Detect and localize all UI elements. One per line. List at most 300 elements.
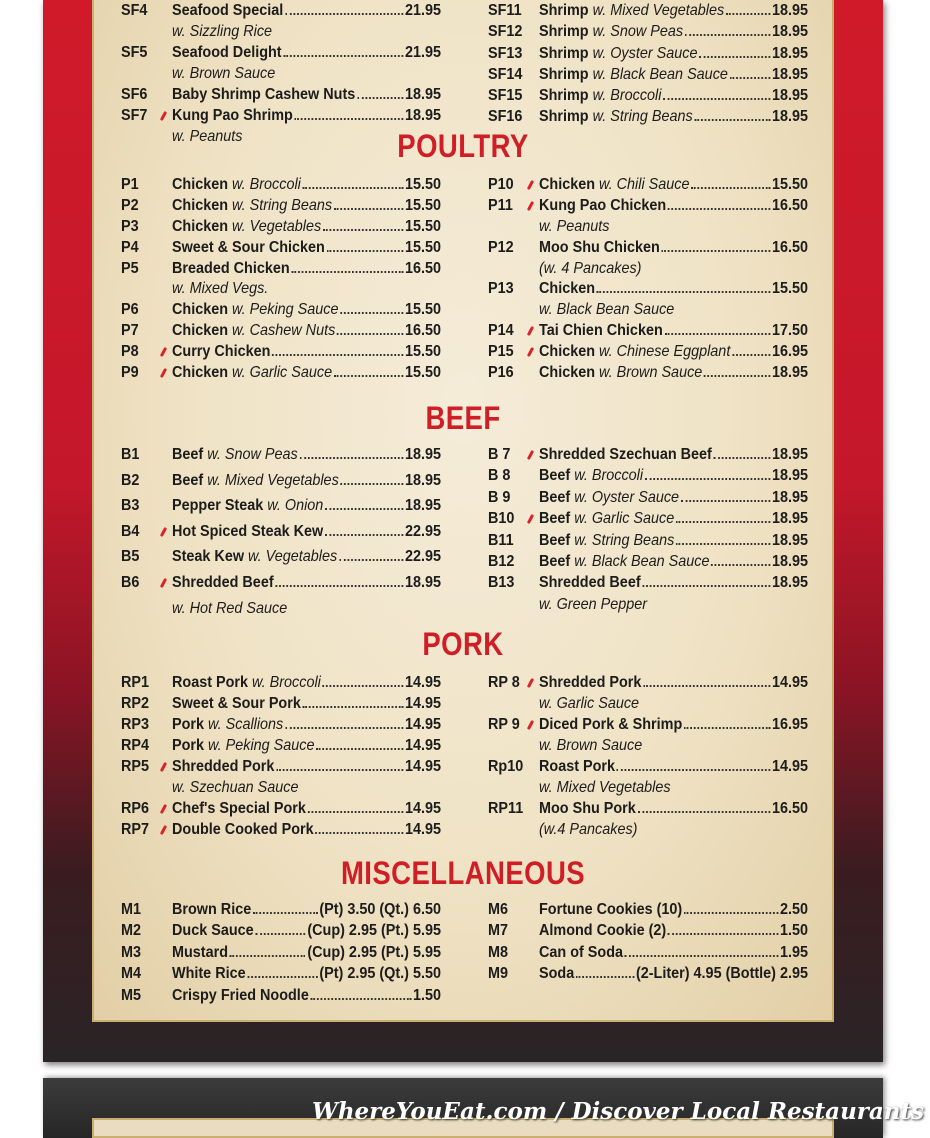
menu-item — [488, 174, 808, 195]
menu-item — [121, 714, 441, 735]
item-description: w. Mixed Vegetables — [207, 471, 339, 489]
item-price: 14.95 — [404, 821, 441, 838]
item-price: 15.50 — [404, 364, 441, 382]
item-line — [172, 521, 441, 542]
item-subtitle: w. Hot Red Sauce — [172, 599, 288, 617]
item-line — [539, 362, 808, 383]
item-name: Shredded Pork — [172, 758, 275, 775]
item-description: w. Vegetables — [248, 548, 338, 566]
poultry-left-column — [121, 174, 441, 383]
dot-leader — [230, 955, 306, 957]
dot-leader — [668, 933, 778, 935]
item-name: Shrimp — [539, 108, 589, 126]
item-price: 15.50 — [404, 217, 441, 235]
item-name: Roast Pork — [172, 674, 249, 691]
item-price: 18.95 — [771, 65, 808, 83]
menu-item-subline — [121, 21, 441, 42]
item-line — [539, 798, 808, 819]
menu-item — [121, 963, 441, 984]
hot-pepper-icon — [160, 804, 167, 814]
item-code: RP3 — [121, 716, 150, 733]
dot-leader — [325, 508, 403, 510]
pork-right-column — [488, 672, 808, 840]
menu-item — [488, 756, 808, 777]
item-description: w. Peking Sauce — [208, 737, 315, 754]
menu-item-subline — [488, 777, 808, 798]
item-price: 2.50 — [779, 901, 808, 918]
dot-leader — [276, 769, 403, 771]
item-size-prices: (Pt) 3.50 (Qt.) 6.50 — [319, 901, 441, 918]
item-code: RP4 — [121, 737, 150, 754]
item-name: Kung Pao Shrimp — [172, 107, 293, 124]
item-code: P9 — [121, 364, 139, 382]
item-code: P16 — [488, 364, 514, 382]
dot-leader — [663, 98, 770, 100]
item-code: B2 — [121, 471, 140, 489]
item-name: Shredded Beef — [539, 574, 641, 592]
menu-item-subline — [488, 693, 808, 714]
item-price: 18.95 — [404, 86, 441, 103]
menu-item-subline — [121, 598, 441, 624]
menu-item — [488, 487, 808, 508]
item-name: Moo Shu Chicken — [539, 238, 660, 256]
item-name: Beef — [539, 510, 571, 528]
item-name: Beef — [172, 471, 204, 489]
menu-item — [121, 756, 441, 777]
item-price: 16.50 — [404, 259, 441, 277]
item-name: Shredded Beef — [172, 573, 274, 591]
item-description: w. String Beans — [574, 531, 675, 549]
item-line — [172, 735, 441, 756]
item-name: Can of Soda — [539, 943, 624, 961]
menu-item — [121, 819, 441, 840]
dot-leader — [340, 312, 403, 314]
item-name: Seafood Delight — [172, 44, 282, 61]
dot-leader — [681, 500, 770, 502]
item-size-prices: (Cup) 2.95 (Pt.) 5.95 — [307, 922, 441, 940]
item-line — [539, 508, 808, 529]
item-code: B 8 — [488, 467, 511, 485]
item-price: 15.50 — [404, 196, 441, 214]
menu-item — [488, 64, 808, 85]
item-code: M9 — [488, 965, 509, 983]
item-price: 16.50 — [771, 238, 808, 256]
item-line — [539, 106, 808, 127]
item-line — [539, 756, 808, 777]
item-code: SF13 — [488, 44, 523, 62]
item-name: White Rice — [172, 965, 246, 983]
item-description: w. Brown Sauce — [599, 364, 703, 382]
dot-leader — [323, 229, 403, 231]
dot-leader — [303, 187, 403, 189]
item-description: w. Black Bean Sauce — [574, 552, 710, 570]
item-line — [539, 942, 808, 963]
item-code: B13 — [488, 574, 515, 592]
item-line — [172, 693, 441, 714]
menu-item — [488, 942, 808, 963]
menu-item — [121, 735, 441, 756]
hot-pepper-icon — [160, 347, 167, 357]
item-line — [172, 42, 441, 63]
dot-leader — [285, 13, 403, 15]
item-code: RP 9 — [488, 716, 520, 733]
item-price: 18.95 — [771, 87, 808, 105]
item-description: w. Black Bean Sauce — [592, 65, 728, 83]
dot-leader — [638, 811, 771, 813]
item-price: 16.50 — [771, 196, 808, 214]
hot-pepper-icon — [160, 368, 167, 378]
item-name: Shredded Szechuan Beef — [539, 446, 712, 463]
item-description: w. Oyster Sauce — [592, 44, 698, 62]
dot-leader — [684, 727, 770, 729]
item-code: M7 — [488, 922, 509, 940]
item-name: Pork — [172, 716, 205, 733]
item-line — [539, 341, 808, 362]
dot-leader — [576, 976, 634, 978]
dot-leader — [625, 955, 778, 957]
menu-item — [121, 444, 441, 470]
item-subtitle: w. Peanuts — [172, 128, 243, 145]
item-price: 16.95 — [771, 343, 808, 361]
item-code: SF7 — [121, 107, 148, 124]
item-code: P1 — [121, 176, 139, 193]
item-price: 18.95 — [404, 573, 441, 591]
item-price: 14.95 — [404, 674, 441, 691]
item-line — [172, 714, 441, 735]
item-price: 18.95 — [404, 107, 441, 124]
menu-item — [121, 258, 441, 279]
item-line — [172, 299, 441, 320]
item-name: Double Cooked Pork — [172, 821, 314, 838]
item-code: M5 — [121, 986, 142, 1004]
dot-leader — [311, 998, 412, 1000]
item-code: RP 8 — [488, 674, 520, 691]
dot-leader — [714, 457, 771, 459]
item-price: 18.95 — [771, 467, 808, 485]
item-code: P10 — [488, 176, 514, 193]
item-name: Shredded Pork — [539, 674, 642, 691]
item-code: P2 — [121, 196, 139, 214]
item-price: 18.95 — [771, 108, 808, 126]
item-description: w. Broccoli — [574, 467, 644, 485]
menu-item — [121, 798, 441, 819]
menu-item — [121, 320, 441, 341]
item-description: w. Broccoli — [252, 674, 321, 691]
item-line — [172, 195, 441, 216]
item-code: B5 — [121, 548, 140, 566]
item-name: Chicken — [539, 364, 596, 382]
menu-item — [121, 942, 441, 963]
item-line — [539, 714, 808, 735]
item-description: w. String Beans — [592, 108, 693, 126]
item-price: 21.95 — [404, 2, 441, 19]
menu-item — [121, 195, 441, 216]
menu-item — [121, 495, 441, 521]
item-code: B3 — [121, 497, 140, 515]
seafood-left-column — [121, 0, 441, 147]
item-name: Crispy Fried Noodle — [172, 986, 309, 1004]
item-line — [172, 0, 441, 21]
item-name: Baby Shrimp Cashew Nuts — [172, 86, 356, 103]
menu-item — [121, 237, 441, 258]
item-code: B 7 — [488, 446, 511, 463]
item-line — [172, 572, 441, 593]
menu-item — [488, 444, 808, 465]
dot-leader — [285, 727, 403, 729]
item-line — [539, 237, 808, 258]
item-price: 1.50 — [412, 986, 441, 1004]
section-title-misc: MISCELLANEOUS — [340, 855, 586, 891]
misc-left-column — [121, 899, 441, 1006]
menu-item-subline — [488, 216, 808, 237]
menu-item — [121, 299, 441, 320]
item-description: w. Oyster Sauce — [574, 488, 680, 506]
item-subtitle: (w. 4 Pancakes) — [539, 259, 642, 277]
hot-pepper-icon — [160, 111, 167, 121]
dot-leader — [694, 119, 770, 121]
item-price: 18.95 — [771, 364, 808, 382]
item-line — [539, 899, 808, 920]
item-description: w. Broccoli — [232, 176, 301, 193]
menu-item-subline — [488, 735, 808, 756]
item-line — [539, 487, 808, 508]
item-line — [172, 942, 441, 963]
item-subtitle: w. Mixed Vegs. — [172, 280, 269, 298]
dot-leader — [275, 585, 403, 587]
item-code: B10 — [488, 510, 515, 528]
item-line — [539, 174, 808, 195]
menu-item-subline — [121, 777, 441, 798]
item-code: M1 — [121, 901, 142, 918]
dot-leader — [691, 187, 770, 189]
menu-item — [488, 551, 808, 572]
menu-item — [121, 899, 441, 920]
item-price: 14.95 — [404, 737, 441, 754]
item-description: w. Broccoli — [592, 87, 662, 105]
beef-right-column — [488, 444, 808, 615]
item-code: B 9 — [488, 488, 511, 506]
item-name: Diced Pork & Shrimp — [539, 716, 683, 733]
item-name: Chicken — [539, 280, 596, 298]
item-name: Chicken — [172, 301, 229, 319]
menu-item — [121, 84, 441, 105]
item-name: Curry Chicken — [172, 343, 271, 361]
item-subtitle: w. Peanuts — [539, 217, 610, 235]
dot-leader — [676, 543, 770, 545]
item-code: M8 — [488, 943, 509, 961]
item-name: Chicken — [172, 176, 229, 193]
item-code: M4 — [121, 965, 142, 983]
item-price: 22.95 — [404, 548, 441, 566]
item-name: Shrimp — [539, 44, 589, 62]
menu-item — [121, 174, 441, 195]
item-line — [172, 237, 441, 258]
dot-leader — [337, 333, 403, 335]
menu-item — [121, 546, 441, 572]
item-line — [172, 258, 441, 279]
menu-item — [121, 362, 441, 383]
item-code: SF4 — [121, 2, 148, 19]
item-name: Pepper Steak — [172, 497, 264, 515]
hot-pepper-icon — [527, 326, 534, 336]
item-name: Fortune Cookies (10) — [539, 901, 683, 918]
hot-pepper-icon — [160, 762, 167, 772]
item-line — [539, 278, 808, 299]
item-price: 18.95 — [404, 471, 441, 489]
dot-leader — [597, 291, 770, 293]
item-code: B6 — [121, 573, 140, 591]
item-price: 16.50 — [404, 322, 441, 340]
hot-pepper-icon — [160, 527, 167, 537]
menu-item — [121, 105, 441, 126]
item-name: Chicken — [172, 217, 229, 235]
item-name: Roast Pork — [539, 758, 616, 775]
item-name: Duck Sauce — [172, 922, 254, 940]
item-price: 14.95 — [404, 758, 441, 775]
item-subtitle: w. Mixed Vegetables — [539, 779, 671, 796]
item-description: w. Garlic Sauce — [574, 510, 675, 528]
dot-leader — [676, 521, 770, 523]
item-line — [172, 672, 441, 693]
item-code: RP7 — [121, 821, 150, 838]
item-price: 15.50 — [404, 238, 441, 256]
item-line — [172, 320, 441, 341]
item-line — [172, 798, 441, 819]
menu-item — [488, 362, 808, 383]
item-code: P3 — [121, 217, 139, 235]
pork-left-column — [121, 672, 441, 840]
dot-leader — [668, 208, 770, 210]
menu-item — [488, 899, 808, 920]
item-name: Soda — [539, 965, 575, 983]
item-code: RP2 — [121, 695, 150, 712]
item-subtitle: w. Garlic Sauce — [539, 695, 640, 712]
hot-pepper-icon — [527, 180, 534, 190]
dot-leader — [316, 748, 403, 750]
item-line — [539, 551, 808, 572]
item-description: w. String Beans — [232, 196, 333, 214]
menu-item-subline — [488, 299, 808, 320]
item-code: B12 — [488, 552, 515, 570]
item-price: 17.50 — [771, 322, 808, 340]
item-name: Breaded Chicken — [172, 259, 290, 277]
item-description: w. Mixed Vegetables — [592, 2, 725, 19]
item-code: P14 — [488, 322, 514, 340]
item-line — [172, 105, 441, 126]
item-code: RP1 — [121, 674, 150, 691]
menu-item — [121, 920, 441, 941]
item-price: 14.95 — [771, 758, 808, 775]
item-price: 18.95 — [771, 2, 808, 19]
dot-leader — [617, 769, 770, 771]
dot-leader — [253, 912, 318, 914]
dot-leader — [308, 811, 403, 813]
dot-leader — [247, 976, 317, 978]
menu-item — [488, 798, 808, 819]
seafood-right-column — [488, 0, 808, 128]
item-line — [539, 0, 808, 21]
menu-item — [121, 572, 441, 598]
item-code: SF11 — [488, 2, 522, 19]
item-price: 14.95 — [404, 716, 441, 733]
item-line — [172, 444, 441, 465]
menu-item — [488, 672, 808, 693]
menu-item — [488, 43, 808, 64]
menu-item — [488, 21, 808, 42]
item-code: P13 — [488, 280, 514, 298]
menu-item — [121, 0, 441, 21]
item-code: P15 — [488, 343, 514, 361]
dot-leader — [323, 685, 403, 687]
item-description: w. Vegetables — [232, 217, 322, 235]
item-name: Almond Cookie (2) — [539, 922, 667, 940]
item-price: 18.95 — [771, 574, 808, 592]
menu-item — [488, 963, 808, 984]
menu-item — [121, 693, 441, 714]
item-name: Shrimp — [539, 87, 589, 105]
item-name: Shrimp — [539, 65, 589, 83]
hot-pepper-icon — [527, 347, 534, 357]
poultry-right-column — [488, 174, 808, 383]
item-line — [172, 920, 441, 941]
item-line — [172, 362, 441, 383]
item-name: Steak Kew — [172, 548, 245, 566]
item-description: w. Chili Sauce — [599, 176, 690, 193]
item-price: 14.95 — [404, 695, 441, 712]
item-name: Brown Rice — [172, 901, 252, 918]
item-name: Beef — [172, 446, 204, 463]
item-description: w. Onion — [267, 497, 324, 515]
section-title-beef: BEEF — [425, 400, 501, 436]
dot-leader — [255, 933, 305, 935]
item-code: P11 — [488, 196, 513, 214]
item-price: 18.95 — [771, 44, 808, 62]
item-code: P7 — [121, 322, 139, 340]
item-name: Chicken — [172, 322, 229, 340]
item-description: w. Scallions — [208, 716, 284, 733]
item-code: SF5 — [121, 44, 148, 61]
item-line — [172, 216, 441, 237]
item-line — [539, 963, 808, 984]
menu-item-subline — [488, 819, 808, 840]
section-title-pork: PORK — [422, 626, 504, 662]
item-code: SF14 — [488, 65, 523, 83]
item-line — [539, 920, 808, 941]
dot-leader — [642, 585, 770, 587]
menu-item — [488, 0, 808, 21]
item-code: B1 — [121, 446, 140, 463]
item-code: P5 — [121, 259, 139, 277]
item-size-prices: (Pt) 2.95 (Qt.) 5.50 — [319, 965, 441, 983]
item-price: 18.95 — [771, 488, 808, 506]
menu-item — [488, 341, 808, 362]
item-price: 1.50 — [779, 922, 808, 940]
item-name: Tai Chien Chicken — [539, 322, 663, 340]
dot-leader — [334, 208, 403, 210]
menu-item — [488, 508, 808, 529]
item-subtitle: w. Brown Sauce — [172, 65, 276, 82]
menu-item — [121, 521, 441, 547]
item-size-prices: (2-Liter) 4.95 (Bottle) 2.95 — [635, 965, 808, 983]
dot-leader — [315, 832, 403, 834]
item-line — [539, 320, 808, 341]
dot-leader — [272, 354, 403, 356]
item-description: w. Snow Peas — [592, 23, 684, 41]
item-subtitle: w. Black Bean Sauce — [539, 301, 675, 319]
dot-leader — [357, 97, 403, 99]
item-price: 15.50 — [404, 301, 441, 319]
item-line — [172, 963, 441, 984]
